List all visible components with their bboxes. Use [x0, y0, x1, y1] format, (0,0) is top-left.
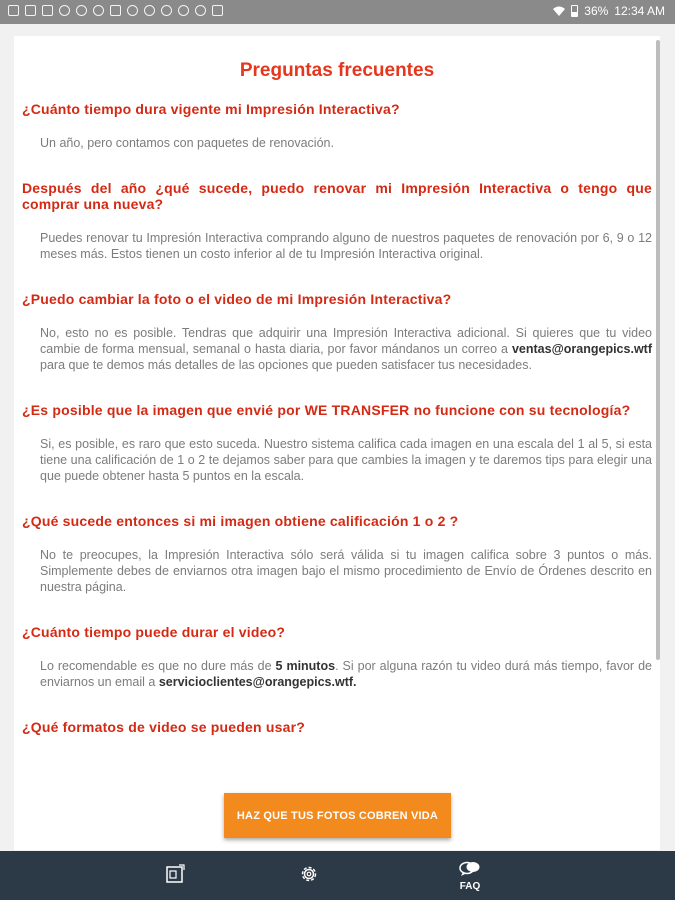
wifi-icon: [553, 6, 565, 16]
notification-icon: [178, 5, 189, 16]
cta-button[interactable]: HAZ QUE TUS FOTOS COBREN VIDA: [224, 793, 451, 838]
faq-question: ¿Puedo cambiar la foto o el video de mi Impresión Interactiva?: [22, 291, 452, 307]
scrollbar[interactable]: [656, 40, 660, 660]
faq-answer: No te preocupes, la Impresión Interactiva sólo será válida si tu imagen califica sobre 3 puntos o más. Simplemente debes de enviarnos otra imagen bajo el mismo procedimiento de Envío de Órdenes descrito en nuestra página.: [40, 548, 652, 594]
faq-question: ¿Es posible que la imagen que envié por WE TRANSFER no funcione con su tecnología?: [22, 402, 631, 418]
faq-item: [22, 101, 652, 151]
email-link[interactable]: ventas@orangepics.wtf: [511, 342, 652, 356]
notification-icon: [76, 5, 87, 16]
notification-icons: [8, 5, 223, 16]
photo-icon: [164, 863, 186, 888]
faq-question: Después del año ¿qué sucede, puedo renovar mi Impresión Interactiva o tengo que comprar una nueva?: [22, 180, 652, 212]
faq-question: ¿Qué sucede entonces si mi imagen obtiene calificación 1 o 2 ?: [22, 513, 459, 529]
notification-icon: [110, 5, 121, 16]
bottom-navigation: [0, 851, 675, 900]
faq-question: ¿Cuánto tiempo dura vigente mi Impresión Interactiva?: [22, 101, 400, 117]
clock: 12:34 AM: [614, 4, 665, 18]
battery-icon: [571, 5, 578, 17]
faq-item: [22, 513, 652, 595]
battery-percent: 36%: [584, 4, 609, 18]
faq-answer: Un año, pero contamos con paquetes de renovación.: [40, 136, 334, 150]
faq-item: [22, 291, 652, 373]
nav-faq-label: FAQ: [459, 880, 481, 892]
notification-icon: [93, 5, 104, 16]
faq-item: [22, 624, 652, 690]
notification-icon: [195, 5, 206, 16]
notification-icon: [42, 5, 53, 16]
notification-icon: [212, 5, 223, 16]
notification-icon: [59, 5, 70, 16]
gear-icon: [298, 863, 320, 888]
notification-icon: [8, 5, 19, 16]
faq-item: [22, 719, 652, 735]
faq-card[interactable]: [14, 36, 660, 850]
faq-question: ¿Cuánto tiempo puede durar el video?: [22, 624, 286, 640]
faq-answer: Lo recomendable es que no dure más de 5 minutos. Si por alguna razón tu video durá más tiempo, favor de enviarnos un email a servicioclientes@orangepics.wtf.: [40, 659, 652, 689]
faq-question: ¿Qué formatos de video se pueden usar?: [22, 719, 305, 735]
status-bar: [0, 0, 675, 24]
nav-faq-button[interactable]: [435, 851, 505, 900]
faq-item: [22, 402, 652, 484]
notification-icon: [161, 5, 172, 16]
faq-chat-icon: [458, 860, 482, 881]
faq-answer: No, esto no es posible. Tendras que adquirir una Impresión Interactiva adicional. Si quieres que tu video cambie de forma mensual, semanal o hasta diaria, por favor mándanos un correo a ventas@orangepics.wtf para que te demos más detalles de las opciones que pueden satisfacer tus necesidades.: [40, 326, 652, 372]
notification-icon: [144, 5, 155, 16]
notification-icon: [25, 5, 36, 16]
nav-settings-button[interactable]: [274, 851, 344, 900]
email-link[interactable]: servicioclientes@orangepics.wtf.: [158, 675, 357, 689]
nav-photo-button[interactable]: [140, 851, 210, 900]
faq-answer: Si, es posible, es raro que esto suceda. Nuestro sistema califica cada imagen en una escala del 1 al 5, si esta tiene una calificación de 1 o 2 te dejamos saber para que cambies la imagen y te daremos tips para elegir una que puede obtener hasta 5 puntos en la escala.: [40, 437, 652, 483]
notification-icon: [127, 5, 138, 16]
page-title: Preguntas frecuentes: [239, 60, 435, 81]
faq-answer: Puedes renovar tu Impresión Interactiva comprando alguno de nuestros paquetes de renovación por 6, 9 o 12 meses más. Estos tienen un costo inferior al de tu Impresión Interactiva original.: [40, 231, 652, 261]
faq-item: [22, 180, 652, 262]
